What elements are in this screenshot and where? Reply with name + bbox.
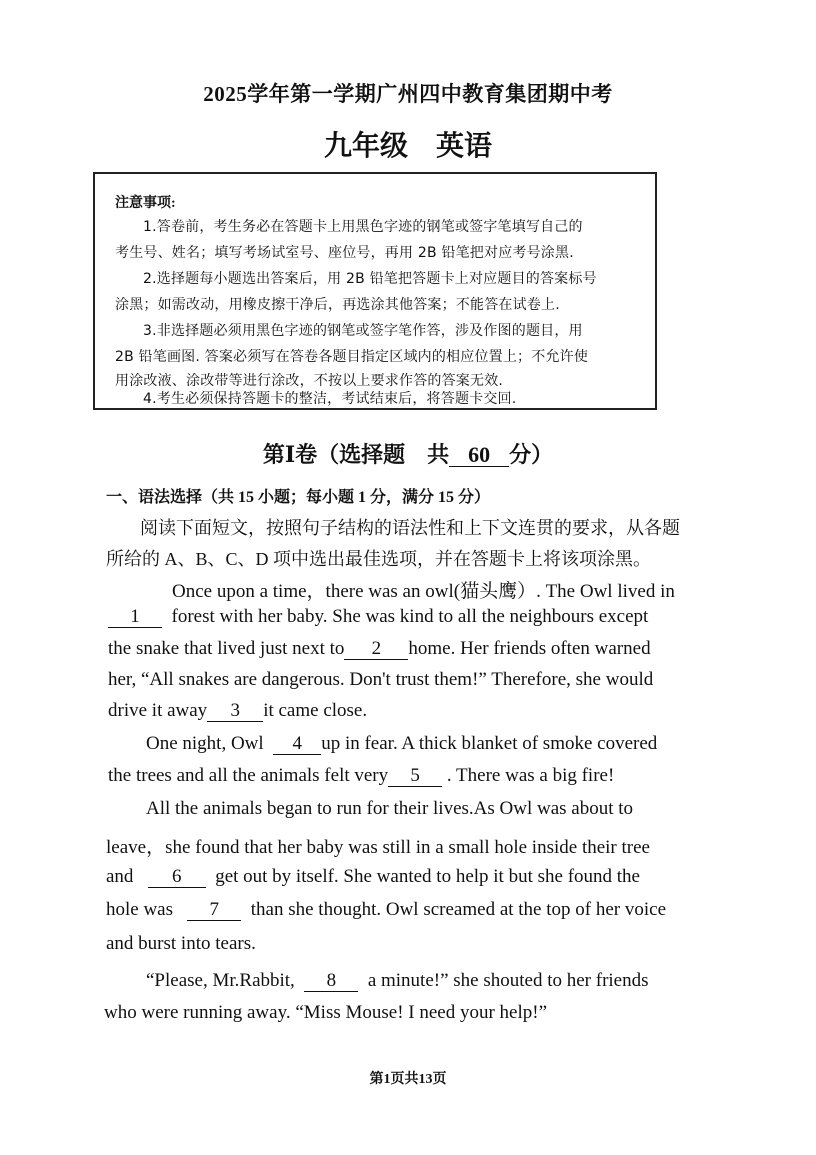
passage-line: who were running away. “Miss Mouse! I need your help!”: [104, 1002, 548, 1023]
notice-line: 考生号、姓名；填写考场试室号、座位号，再用 2B 铅笔把对应考号涂黑.: [115, 245, 574, 261]
blank-4: 4: [273, 734, 321, 755]
passage-line: the snake that lived just next to 2 home. Her friends often warned: [108, 638, 651, 659]
blank-2: 2: [344, 639, 408, 660]
passage-line: Once upon a time，there was an owl(猫头鹰）. The Owl lived in: [172, 581, 675, 602]
notice-box: [93, 172, 657, 410]
blank-5: 5: [388, 766, 442, 787]
passage-line: and 6 get out by itself. She wanted to help it but she found the: [106, 866, 640, 887]
passage-line: All the animals began to run for their lives.As Owl was about to: [146, 798, 634, 819]
notice-line: 3.非选择题必须用黑色字迹的钢笔或签字笔作答，涉及作图的题目，用: [143, 323, 583, 339]
passage-line: her, “All snakes are dangerous. Don't trust them!” Therefore, she would: [108, 669, 654, 690]
notice-line: 1.答卷前，考生务必在答题卡上用黑色字迹的钢笔或签字笔填写自己的: [143, 219, 583, 235]
passage-line: hole was 7 than she thought. Owl screamed at the top of her voice: [106, 899, 667, 920]
instruction-line: 所给的 A、B、C、D 项中选出最佳选项，并在答题卡上将该项涂黑。: [106, 549, 652, 569]
passage-line: leave，she found that her baby was still in a small hole inside their tree: [106, 837, 650, 858]
blank-3: 3: [207, 701, 263, 722]
notice-line: 用涂改液、涂改带等进行涂改，不按以上要求作答的答案无效.: [115, 373, 504, 389]
page-number: 第1页共13页: [369, 1072, 447, 1087]
blank-7: 7: [187, 900, 241, 921]
blank-1: 1: [108, 607, 162, 628]
part-score: 60: [449, 444, 509, 467]
notice-title: 注意事项:: [115, 196, 176, 211]
notice-line: 2.选择题每小题选出答案后，用 2B 铅笔把答题卡上对应题目的答案标号: [143, 271, 597, 287]
blank-6: 6: [148, 867, 206, 888]
passage-line: and burst into tears.: [106, 933, 256, 954]
passage-line: the trees and all the animals felt very 5 . There was a big fire!: [108, 765, 615, 786]
notice-line: 4.考生必须保持答题卡的整洁，考试结束后，将答题卡交回.: [143, 391, 517, 407]
passage-line: One night, Owl 4 up in fear. A thick blanket of smoke covered: [146, 733, 658, 754]
instruction-line: 阅读下面短文，按照句子结构的语法性和上下文连贯的要求，从各题: [140, 518, 680, 538]
passage-line: drive it away 3 it came close.: [108, 700, 368, 721]
passage-line: 1 forest with her baby. She was kind to all the neighbours except: [108, 606, 648, 628]
passage-line: “Please, Mr.Rabbit, 8 a minute!” she shouted to her friends: [146, 970, 649, 991]
blank-8: 8: [304, 971, 358, 992]
notice-line: 2B 铅笔画图. 答案必须写在答卷各题目指定区域内的相应位置上；不允许使: [115, 349, 589, 365]
grade-label: 九年级: [323, 131, 408, 162]
exam-title: 2025学年第一学期广州四中教育集团期中考: [203, 82, 613, 106]
notice-line: 涂黑；如需改动，用橡皮擦干净后，再选涂其他答案；不能答在试卷上.: [115, 297, 560, 313]
subject-label: 英语: [436, 131, 493, 162]
grade-subject-title: [0, 124, 816, 164]
section-heading: 一、语法选择（共 15 小题；每小题 1 分，满分 15 分）: [106, 489, 491, 506]
part-heading: 第Ⅰ卷（选择题 共 60 分）: [262, 442, 554, 467]
